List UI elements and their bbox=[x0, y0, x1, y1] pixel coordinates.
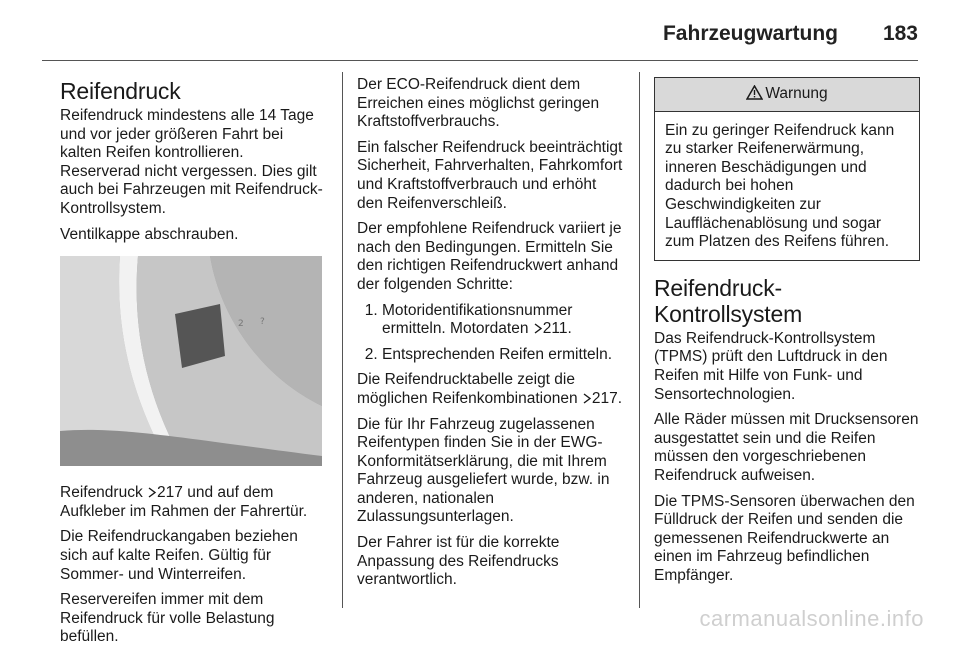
warning-text: Ein zu geringer Reifendruck kann zu starker Reifenerwärmung, inneren Beschädigungen und dadurch bei hohen Geschwindigkeiten zur Laufflächenablösung und sogar zum Platzen des Reifens führen. bbox=[665, 121, 895, 251]
paragraph: Der empfohlene Reifendruck variiert je nach den Bedingungen. Ermitteln Sie den richtigen Reifendruckwert anhand der folgenden Schritte: bbox=[357, 220, 622, 293]
paragraph: Reifendruck 217 und auf dem Aufkleber im Rahmen der Fahrertür. bbox=[60, 484, 308, 520]
warning-triangle-icon bbox=[746, 85, 763, 100]
reference-arrow-icon bbox=[582, 393, 592, 404]
warning-title: Warnung bbox=[765, 85, 828, 102]
paragraph: Die für Ihr Fahrzeug zugelassenen Reifentypen finden Sie in der EWG-Konformitätserklärung, die mit Ihrem Fahrzeug ausgeliefert wurde, bzw. in anderen, nationalen Zulassungsunterlagen. bbox=[357, 415, 610, 526]
page-reference[interactable]: 211 bbox=[542, 320, 568, 338]
column-2 bbox=[357, 76, 623, 597]
paragraph: Die TPMS-Sensoren überwachen den Fülldruck der Reifen und senden die gemessenen Reifendruckwerte an einen im Fahrzeug befindlichen Empfänger. bbox=[654, 492, 915, 584]
page-header-title: Fahrzeugwartung bbox=[662, 22, 838, 45]
paragraph: Der Fahrer ist für die korrekte Anpassung des Reifendrucks verantwortlich. bbox=[357, 534, 560, 589]
paragraph: Die Reifendrucktabelle zeigt die möglichen Reifenkombinationen 217. bbox=[357, 371, 623, 407]
column-1 bbox=[60, 76, 326, 654]
reference-arrow-icon bbox=[533, 323, 543, 334]
paragraph: Alle Räder müssen mit Drucksensoren ausgestattet sein und die Reifen müssen den vorgeschriebenen Reifendruck aufweisen. bbox=[654, 411, 919, 484]
column-3 bbox=[654, 77, 920, 592]
paragraph: Reifendruck mindestens alle 14 Tage und vor jeder größeren Fahrt bei kalten Reifen kontrollieren. Reserverad nicht vergessen. Dies gilt auch bei Fahrzeugen mit Reifendruck-Kontrollsystem. bbox=[60, 107, 323, 217]
paragraph: Reservereifen immer mit dem Reifendruck für volle Belastung befüllen. bbox=[60, 591, 275, 646]
list-item: 2. Entsprechenden Reifen ermitteln. bbox=[382, 346, 623, 365]
warning-box bbox=[654, 77, 920, 261]
paragraph: Das Reifendruck-Kontrollsystem (TPMS) prüft den Luftdruck in den Reifen mit Hilfe von Funk- und Sensortechnologien. bbox=[654, 329, 888, 403]
paragraph: Die Reifendruckangaben beziehen sich auf kalte Reifen. Gültig für Sommer- und Winterreifen. bbox=[60, 528, 298, 583]
steps-list bbox=[357, 302, 623, 365]
page-reference[interactable]: 217 bbox=[591, 389, 618, 407]
page-number: 183 bbox=[882, 22, 918, 45]
paragraph: Der ECO-Reifendruck dient dem Erreichen eines möglichst geringen Kraftstoffverbrauchs. bbox=[357, 76, 600, 131]
column-divider-1 bbox=[342, 72, 343, 608]
page-reference[interactable]: 217 bbox=[157, 484, 183, 502]
section-heading-reifendruck: Reifendruck bbox=[60, 78, 181, 104]
list-item: 1. Motoridentifikationsnummer ermitteln. Motordaten 211. bbox=[382, 302, 623, 339]
paragraph: Ein falscher Reifendruck beeinträchtigt Sicherheit, Fahrverhalten, Fahrkomfort und Kraftstoffverbrauch und erhöht den Reifenverschleiß. bbox=[357, 138, 623, 212]
tire-pressure-label-photo bbox=[60, 256, 322, 466]
watermark: carmanualsonline.info bbox=[699, 606, 924, 631]
header-rule bbox=[42, 60, 918, 61]
reference-arrow-icon bbox=[147, 487, 157, 498]
svg-text:?: ? bbox=[260, 317, 265, 328]
warning-header bbox=[655, 78, 919, 112]
svg-text:2: 2 bbox=[238, 319, 244, 330]
column-divider-2 bbox=[639, 72, 640, 608]
section-heading-tpms: Reifendruck-Kontrollsystem bbox=[654, 274, 803, 327]
paragraph: Ventilkappe abschrauben. bbox=[60, 225, 239, 243]
